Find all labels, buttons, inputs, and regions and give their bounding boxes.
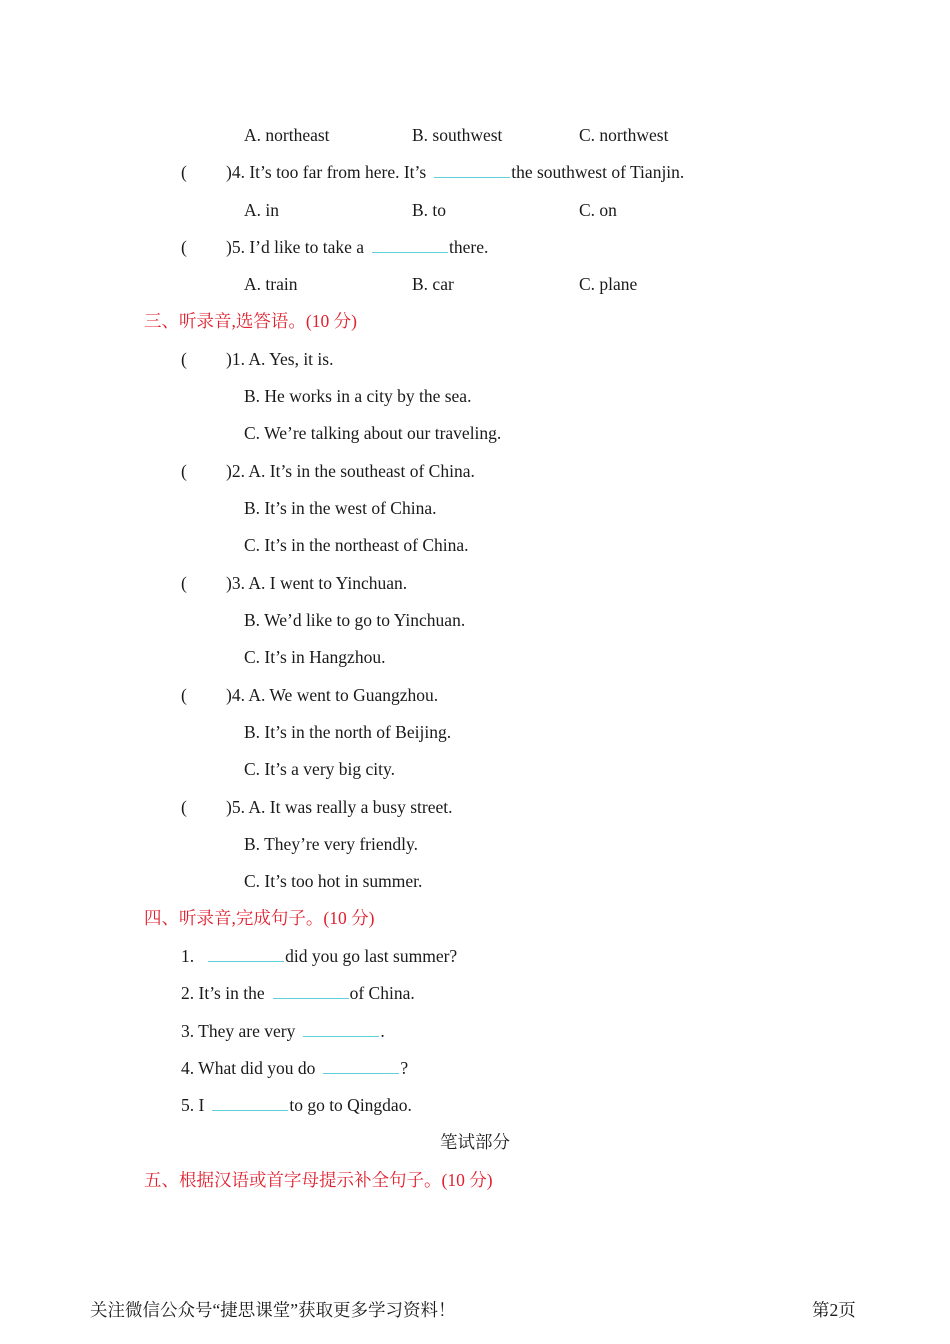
s4-item-2-before: 2. It’s in the	[181, 983, 265, 1003]
page-number: 第2页	[812, 1300, 856, 1320]
q3-option-b: B. southwest	[412, 125, 503, 145]
s4-item-4-before: 4. What did you do	[181, 1058, 316, 1078]
s3-q4-paren: (	[181, 685, 187, 705]
s4-item-3	[181, 1020, 385, 1042]
s4-item-3-after: .	[380, 1021, 385, 1041]
s4-item-5-before: 5. I	[181, 1095, 205, 1115]
s3-q1-paren: (	[181, 349, 187, 369]
s3-q2-option-a: )2. A. It’s in the southeast of China.	[226, 461, 475, 481]
q4-blank[interactable]	[434, 163, 510, 178]
s4-item-2-after: of China.	[349, 983, 415, 1003]
s3-q5-option-a: )5. A. It was really a busy street.	[226, 797, 453, 817]
q5-text-after: there.	[449, 237, 489, 257]
written-part-title: 笔试部分	[440, 1132, 510, 1152]
section4-heading: 四、听录音,完成句子。(10 分)	[144, 908, 375, 928]
s3-q4-option-b: B. It’s in the north of Beijing.	[244, 722, 452, 742]
q4-option-c: C. on	[579, 200, 617, 220]
s4-item-1-before: 1.	[181, 946, 195, 966]
s4-item-2	[181, 982, 415, 1004]
s4-item-3-before: 3. They are very	[181, 1021, 296, 1041]
section3-heading: 三、听录音,选答语。(10 分)	[144, 311, 357, 331]
s4-item-1-blank[interactable]	[208, 947, 284, 962]
q3-option-a: A. northeast	[244, 125, 330, 145]
s3-q1-option-b: B. He works in a city by the sea.	[244, 386, 472, 406]
s4-item-5-blank[interactable]	[212, 1096, 288, 1111]
s3-q3-option-a: )3. A. I went to Yinchuan.	[226, 573, 408, 593]
s3-q2-option-b: B. It’s in the west of China.	[244, 498, 437, 518]
s3-q5-option-c: C. It’s too hot in summer.	[244, 871, 423, 891]
s3-q2-paren: (	[181, 461, 187, 481]
q4-text-before: )4. It’s too far from here. It’s	[226, 162, 427, 182]
section5-heading: 五、根据汉语或首字母提示补全句子。(10 分)	[144, 1170, 493, 1190]
q4-option-a: A. in	[244, 200, 279, 220]
q5-option-c: C. plane	[579, 274, 638, 294]
q4-option-b: B. to	[412, 200, 447, 220]
s3-q3-option-c: C. It’s in Hangzhou.	[244, 647, 386, 667]
s3-q4-option-c: C. It’s a very big city.	[244, 759, 395, 779]
s4-item-2-blank[interactable]	[273, 984, 349, 999]
q5-paren: (	[181, 237, 187, 257]
s4-item-5-after: to go to Qingdao.	[289, 1095, 412, 1115]
s4-item-4-blank[interactable]	[323, 1059, 399, 1074]
s3-q5-paren: (	[181, 797, 187, 817]
s4-item-4-after: ?	[400, 1058, 409, 1078]
s3-q1-option-a: )1. A. Yes, it is.	[226, 349, 334, 369]
q4-question	[226, 161, 684, 183]
q5-question	[226, 236, 488, 258]
s3-q3-paren: (	[181, 573, 187, 593]
q5-option-a: A. train	[244, 274, 298, 294]
s3-q3-option-b: B. We’d like to go to Yinchuan.	[244, 610, 466, 630]
q5-option-b: B. car	[412, 274, 454, 294]
q5-blank[interactable]	[372, 238, 448, 253]
s3-q1-option-c: C. We’re talking about our traveling.	[244, 423, 502, 443]
s3-q2-option-c: C. It’s in the northeast of China.	[244, 535, 469, 555]
footer-promo-text: 关注微信公众号“捷思课堂”获取更多学习资料！	[90, 1300, 456, 1320]
s4-item-4	[181, 1057, 408, 1079]
q4-text-after: the southwest of Tianjin.	[511, 162, 685, 182]
q5-text-before: )5. I’d like to take a	[226, 237, 365, 257]
s3-q5-option-b: B. They’re very friendly.	[244, 834, 418, 854]
s4-item-3-blank[interactable]	[303, 1022, 379, 1037]
s4-item-1	[181, 945, 457, 967]
q3-option-c: C. northwest	[579, 125, 669, 145]
q4-paren: (	[181, 162, 187, 182]
s3-q4-option-a: )4. A. We went to Guangzhou.	[226, 685, 439, 705]
s4-item-5	[181, 1094, 412, 1116]
s4-item-1-after: did you go last summer?	[285, 946, 458, 966]
